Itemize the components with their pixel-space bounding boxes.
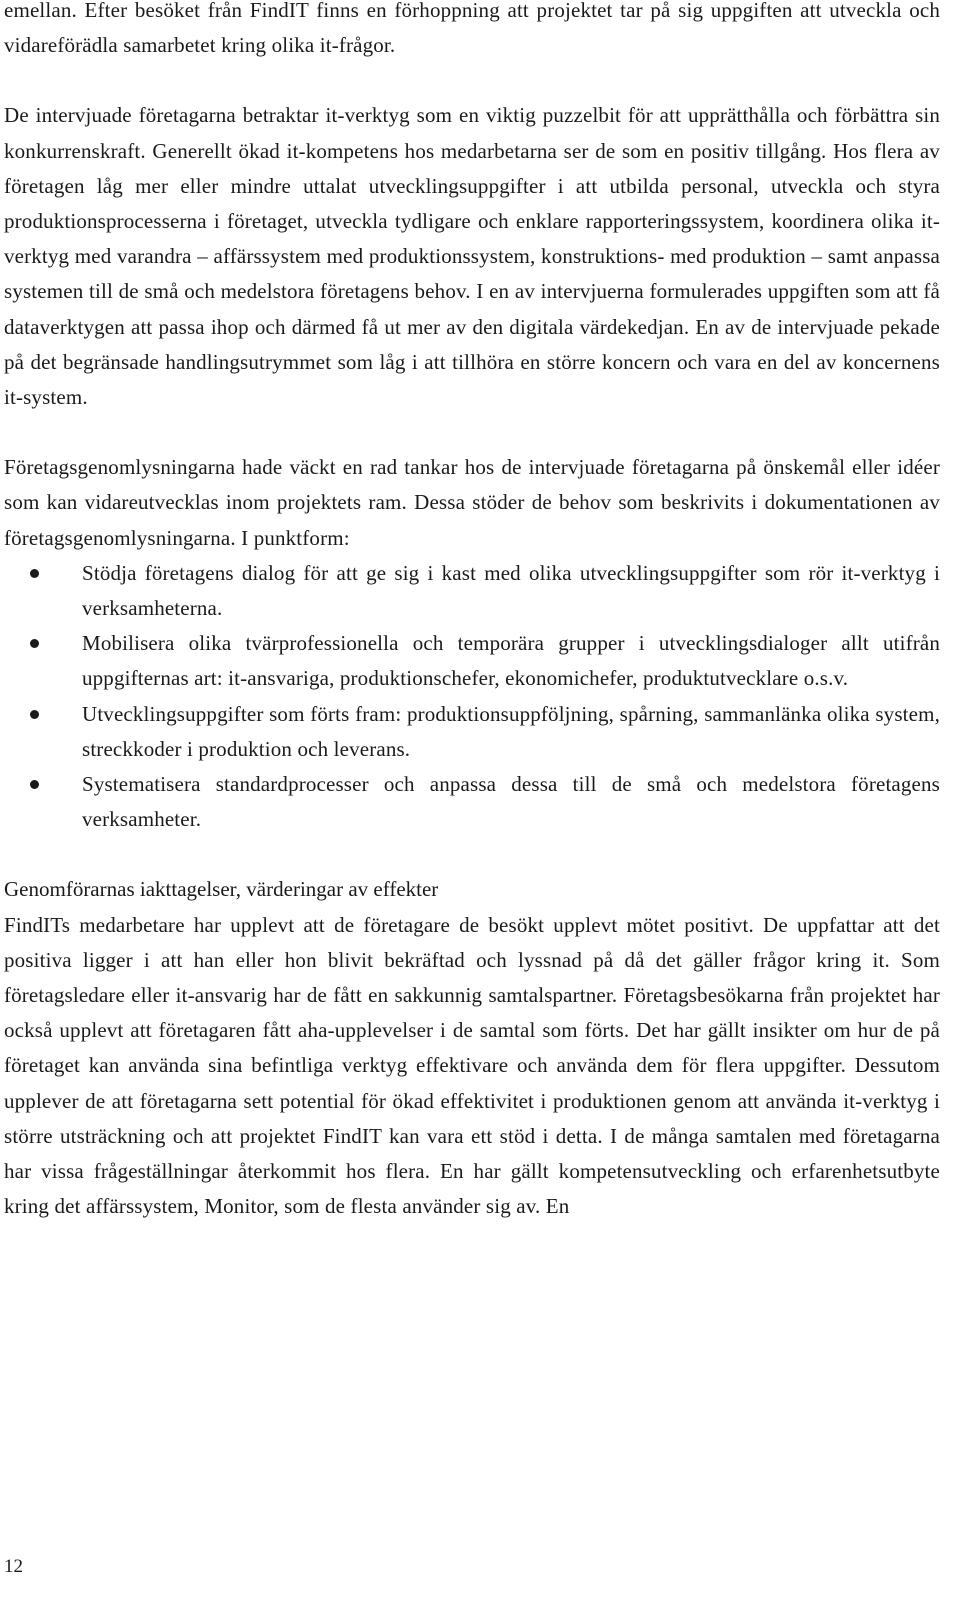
bullet-icon — [30, 569, 39, 578]
paragraph-it-tools: De intervjuade företagarna betraktar it-verktyg som en viktig puzzelbit för att upprätthålla och förbättra sin konkurrenskraft. Generellt ökad it-kompetens hos medarbetarna ser de som en positiv tillgång. Hos flera av företagen låg mer eller mindre uttalat utvecklingsuppgifter i att utbilda personal, utveckla och styra produktionsprocesserna i företaget, utveckla tydligare och enklare rapporteringssystem, koordinera olika it-verktyg med varandra – affärssystem med produktionssystem, konstruktions- med produktion – samt anpassa systemen till de små och medelstora företagens behov. I en av intervjuerna formulerades uppgiften som att få dataverktygen att passa ihop och därmed få ut mer av den digitala värdekedjan. En av de intervjuade pekade på det begränsade handlingsutrymmet som låg i att tillhöra en större koncern och vara en del av koncernens it-system. — [4, 103, 940, 410]
paragraph-spacer — [4, 63, 940, 98]
bullet-item — [4, 697, 940, 767]
bullet-item — [4, 556, 940, 626]
section-heading: Genomförarnas iakttagelser, värderingar av effekter — [4, 877, 439, 902]
bullet-icon — [30, 639, 39, 648]
bullet-icon — [30, 780, 39, 789]
bullet-icon — [30, 710, 39, 719]
bullet-item — [4, 767, 940, 837]
bullet-text: Mobilisera olika tvärprofessionella och temporära grupper i utvecklingsdialoger allt utifrån uppgifternas art: it-ansvariga, produktionschefer, ekonomichefer, produktutvecklare o.s.v. — [82, 631, 940, 691]
paragraph-spacer — [4, 415, 940, 450]
paragraph-intro: emellan. Efter besöket från FindIT finns en förhoppning att projektet tar på sig uppgiften att utveckla och vidareförädla samarbetet kring olika it-frågor. — [4, 0, 940, 58]
bullet-list — [4, 556, 940, 838]
document-page — [4, 0, 940, 1225]
bullet-text: Utvecklingsuppgifter som förts fram: produktionsuppföljning, spårning, sammanlänka olika system, streckkoder i produktion och leverans. — [82, 701, 940, 761]
bullet-item — [4, 626, 940, 696]
bullet-text: Systematisera standardprocesser och anpassa dessa till de små och medelstora företagens verksamheter. — [82, 772, 940, 832]
paragraph-spacer — [4, 837, 940, 872]
paragraph-company-review: Företagsgenomlysningarna hade väckt en rad tankar hos de intervjuade företagarna på önskemål eller idéer som kan vidareutvecklas inom projektets ram. Dessa stöder de behov som beskrivits i dokumentationen av företagsgenomlysningarna. I punktform: — [4, 455, 940, 550]
page-number: 12 — [4, 1556, 23, 1577]
bullet-text: Stödja företagens dialog för att ge sig i kast med olika utvecklingsuppgifter som rör it-verktyg i verksamheterna. — [82, 560, 940, 621]
paragraph-observations: FindITs medarbetare har upplevt att de företagare de besökt upplevt mötet positivt. De uppfattar att det positiva ligger i att han eller hon blivit bekräftad och lyssnad på då det gäller frågor kring it. Som företagsledare eller it-ansvarig har de fått en sakkunnig samtalspartner. Företagsbesökarna från projektet har också upplevt att företagaren fått aha-upplevelser i de samtal som förts. Det har gällt insikter om hur de på företaget kan använda sina befintliga verktyg effektivare och använda dem för flera uppgifter. Dessutom upplever de att företagarna sett potential för ökad effektivitet i produktionen genom att använda it-verktyg i större utsträckning och att projektet FindIT kan vara ett stöd i detta. I de många samtalen med företagarna har vissa frågeställningar återkommit hos flera. En har gällt kompetensutveckling och erfarenhetsutbyte kring det affärssystem, Monitor, som de flesta använder sig av. En — [4, 912, 940, 1219]
